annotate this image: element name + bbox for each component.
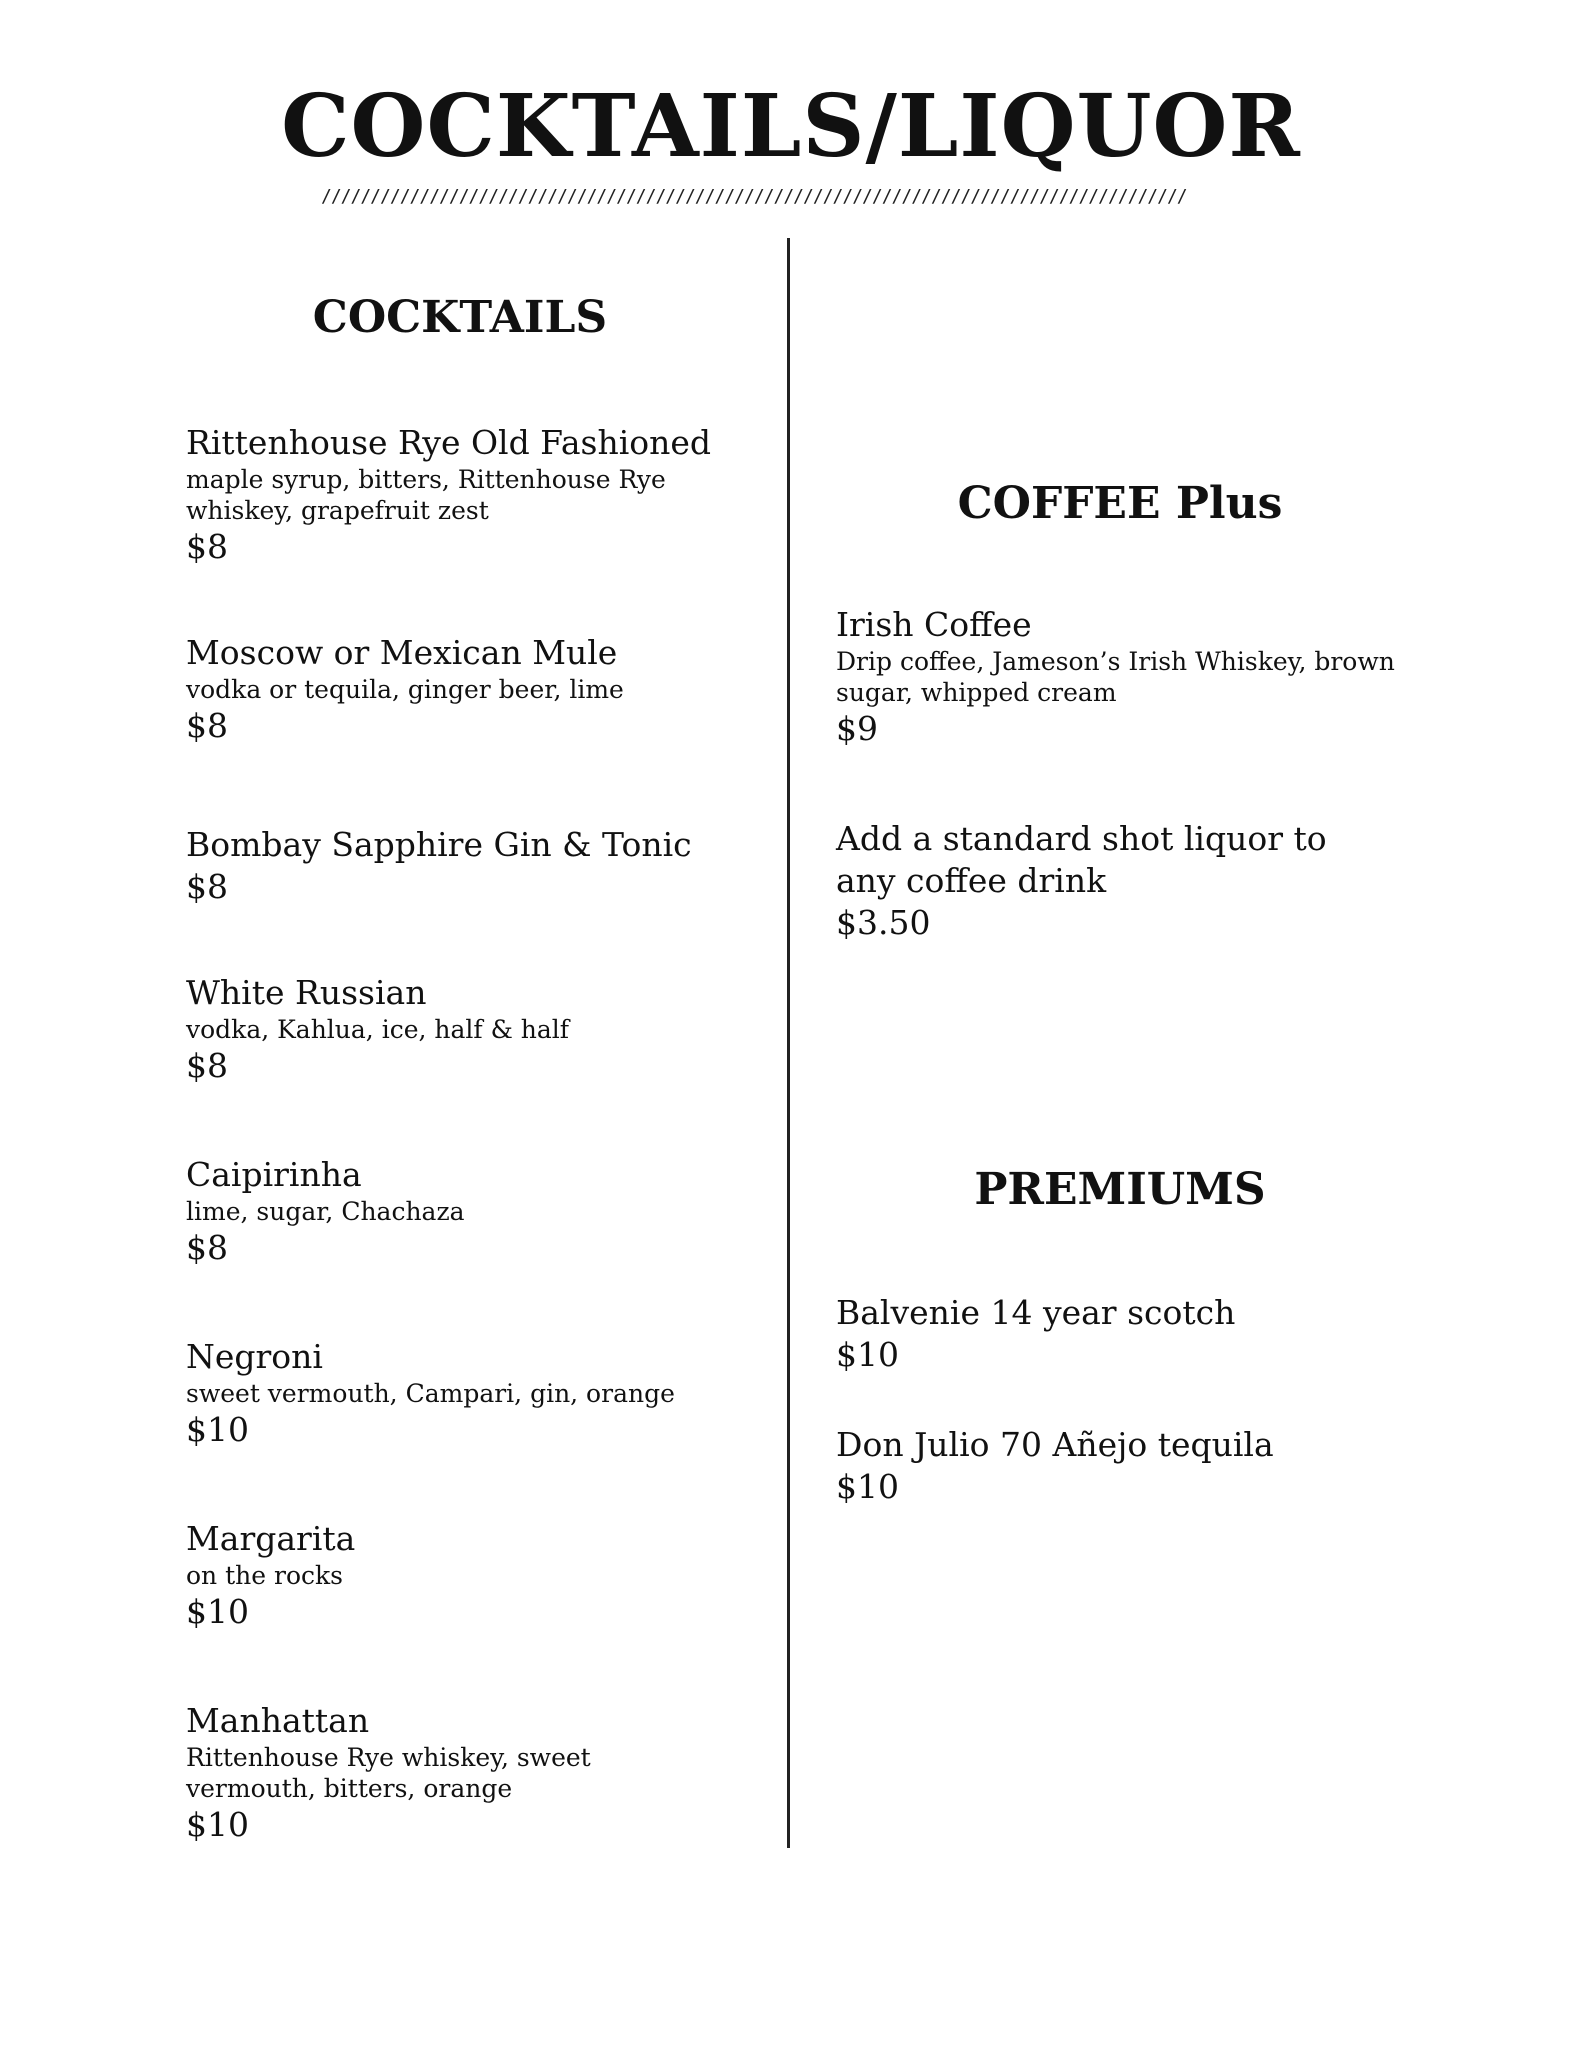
menu-item <box>186 1336 746 1451</box>
item-description: lime, sugar, Chachaza <box>186 1197 465 1226</box>
item-description: Rittenhouse Rye whiskey, sweet vermouth, bitters, orange <box>186 1743 591 1803</box>
column-divider <box>787 238 790 1848</box>
item-price: $8 <box>186 867 228 906</box>
item-price: $8 <box>186 706 228 745</box>
premiums-heading: PREMIUMS <box>974 1164 1266 1215</box>
item-description: maple syrup, bitters, Rittenhouse Rye whiskey, grapefruit zest <box>186 465 666 525</box>
menu-item <box>836 1424 1396 1508</box>
item-name: Manhattan <box>186 1701 370 1740</box>
coffee-plus-heading: COFFEE Plus <box>957 478 1283 529</box>
item-name: Balvenie 14 year scotch <box>836 1293 1236 1332</box>
item-name: Margarita <box>186 1519 356 1558</box>
item-price: $10 <box>836 1335 899 1374</box>
item-price: $8 <box>186 1228 228 1267</box>
item-description: vodka, Kahlua, ice, half & half <box>186 1015 570 1044</box>
item-name: Negroni <box>186 1337 323 1376</box>
menu-item <box>186 1700 656 1846</box>
item-name: Bombay Sapphire Gin & Tonic <box>186 825 692 864</box>
item-price: $10 <box>186 1805 249 1844</box>
item-name: Irish Coffee <box>836 605 1032 644</box>
item-name: Don Julio 70 Añejo tequila <box>836 1425 1274 1464</box>
item-name: Caipirinha <box>186 1155 362 1194</box>
menu-item <box>186 422 746 568</box>
item-price: $3.50 <box>836 903 931 942</box>
menu-item <box>186 632 746 747</box>
item-price: $9 <box>836 709 878 748</box>
item-description: Drip coffee, Jameson’s Irish Whiskey, brown sugar, whipped cream <box>836 647 1395 707</box>
menu-item <box>186 824 746 908</box>
item-price: $8 <box>186 527 228 566</box>
menu-item <box>836 604 1396 750</box>
item-price: $8 <box>186 1046 228 1085</box>
page-title: COCKTAILS/LIQUOR <box>281 76 1301 177</box>
title-slash-rule: //////////////////////////////////////////////////////////////////////////////////////// <box>321 186 1187 207</box>
menu-item <box>836 818 1376 944</box>
item-description: sweet vermouth, Campari, gin, orange <box>186 1379 675 1408</box>
cocktails-heading: COCKTAILS <box>312 292 608 343</box>
item-price: $10 <box>186 1410 249 1449</box>
item-description: on the rocks <box>186 1561 343 1590</box>
item-name: Rittenhouse Rye Old Fashioned <box>186 423 712 462</box>
item-price: $10 <box>836 1467 899 1506</box>
item-description: vodka or tequila, ginger beer, lime <box>186 675 624 704</box>
menu-item <box>836 1292 1396 1376</box>
menu-item <box>186 972 746 1087</box>
item-name: Add a standard shot liquor to any coffee drink <box>836 819 1327 900</box>
menu-item <box>186 1154 746 1269</box>
item-price: $10 <box>186 1592 249 1631</box>
item-name: White Russian <box>186 973 427 1012</box>
item-name: Moscow or Mexican Mule <box>186 633 618 672</box>
menu-item <box>186 1518 746 1633</box>
